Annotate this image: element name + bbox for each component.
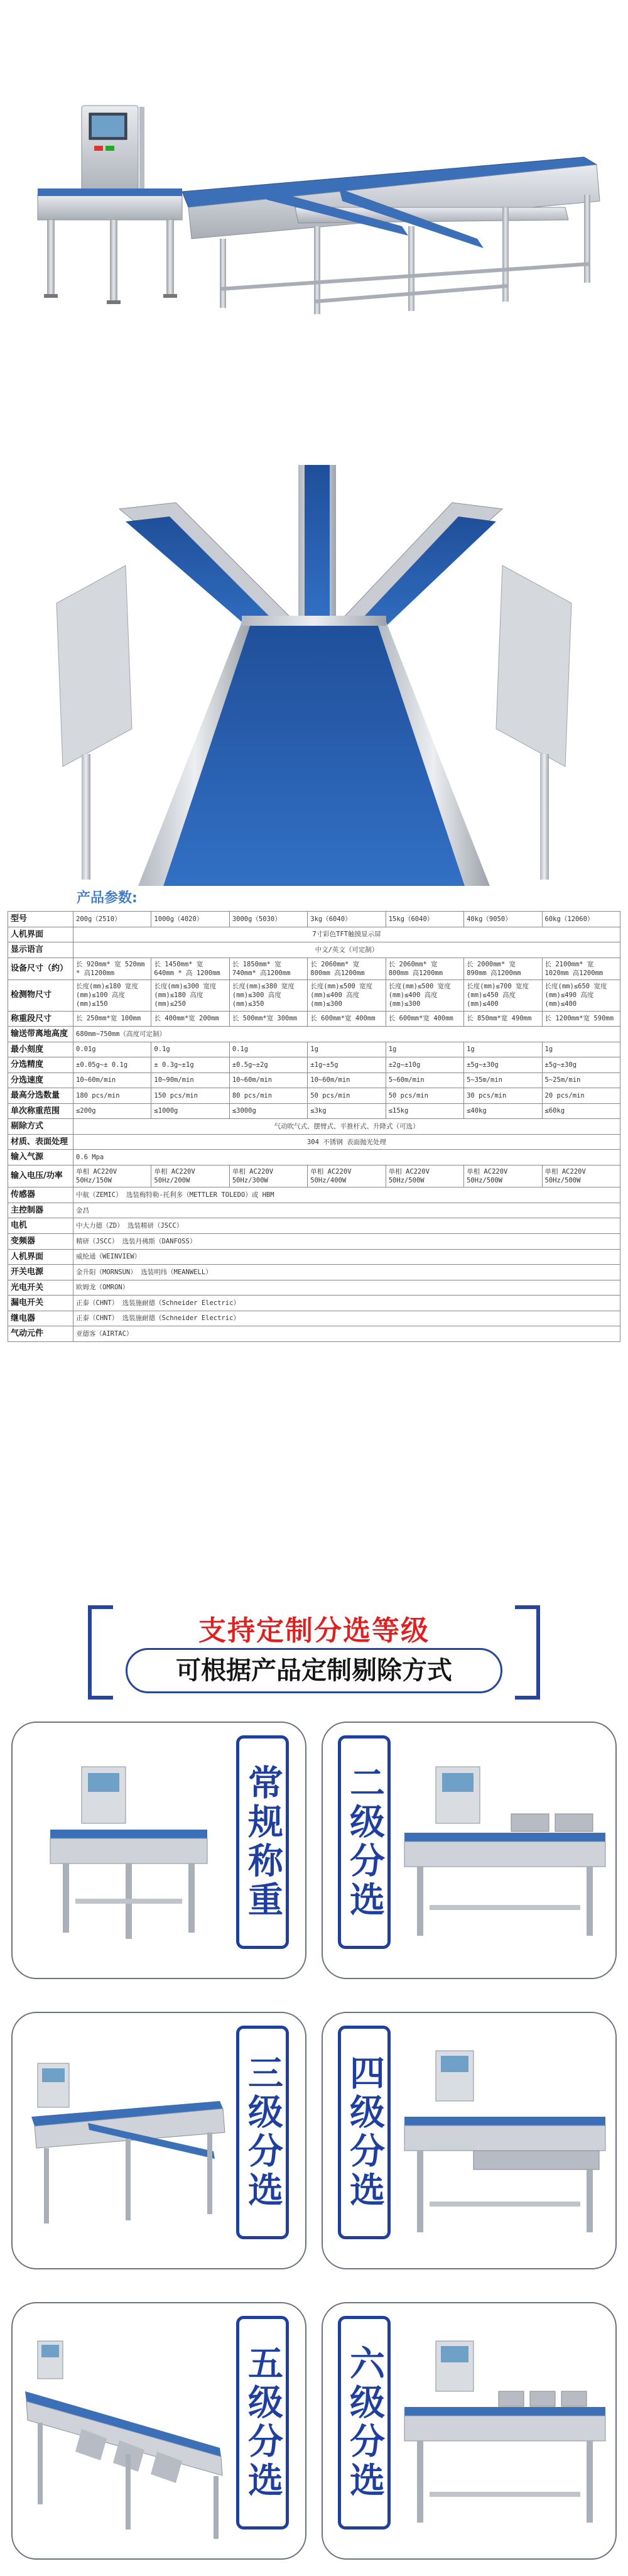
table-row: [8, 942, 620, 958]
model-cell: 60kg（12060）: [542, 912, 620, 927]
table-cell: 80 pcs/min: [229, 1088, 307, 1104]
table-cell: 精研（JSCC） 选装丹佛斯（DANFOSS）: [73, 1233, 620, 1249]
table-cell: 30 pcs/min: [464, 1088, 542, 1104]
row-header: 检测物尺寸: [8, 980, 73, 1011]
table-cell: 长 600mm*宽 400mm: [308, 1011, 386, 1027]
table-cell: 长度(mm)≤300 宽度(mm)≤180 高度(mm)≤250: [151, 980, 229, 1011]
table-row: [8, 1072, 620, 1088]
table-cell: ±1g~±5g: [308, 1057, 386, 1073]
table-row: [8, 1326, 620, 1342]
table-cell: 正泰（CHNT） 选装施耐德（Schneider Electric）: [73, 1311, 620, 1326]
table-cell: 长 2100mm* 宽 1020mm 高1200mm: [542, 958, 620, 980]
customization-banner: [0, 1599, 628, 1725]
table-cell: 中文/英文（可定制）: [73, 942, 620, 958]
table-cell: 亚德客（AIRTAC）: [73, 1326, 620, 1342]
row-header: 光电开关: [8, 1280, 73, 1296]
table-row: [8, 1057, 620, 1073]
option-card-three-level: [11, 2012, 306, 2269]
model-cell: 3kg（6040）: [308, 912, 386, 927]
row-header: 输送带离地高度: [8, 1027, 73, 1042]
table-cell: 金昌: [73, 1203, 620, 1218]
table-cell: 单相 AC220V 50Hz/500W: [386, 1165, 463, 1187]
table-cell: 7寸彩色TFT触摸显示屏: [73, 927, 620, 942]
table-cell: 150 pcs/min: [151, 1088, 229, 1104]
table-row: [8, 980, 620, 1011]
row-header: 气动元件: [8, 1326, 73, 1342]
table-cell: 长 2000mm* 宽 890mm 高1200mm: [464, 958, 542, 980]
table-row: [8, 1027, 620, 1042]
table-cell: 长 920mm* 宽 520mm * 高1200mm: [73, 958, 151, 980]
conveyor-closeup-image: [0, 465, 628, 886]
table-cell: 1g: [464, 1042, 542, 1057]
table-row: [8, 1296, 620, 1311]
sorting-options-grid: [0, 1722, 628, 2576]
row-header: 人机界面: [8, 927, 73, 942]
option-label: 六级分选: [344, 2345, 385, 2501]
option-tab: [338, 2316, 391, 2530]
option-label: 常规称重: [242, 1764, 283, 1920]
row-header: 分选速度: [8, 1072, 73, 1088]
table-cell: ≤3000g: [229, 1103, 307, 1119]
table-cell: ≤3kg: [308, 1103, 386, 1119]
table-cell: 长 250mm*宽 100mm: [73, 1011, 151, 1027]
table-cell: 10~60m/min: [308, 1072, 386, 1088]
conveyor-closeup-illustration: [0, 465, 628, 886]
table-row: [8, 1249, 620, 1265]
table-cell: 长度(mm)≤500 宽度(mm)≤400 高度(mm)≤300: [386, 980, 463, 1011]
option-tab: [236, 2026, 289, 2239]
option-card-standard-weighing: [11, 1722, 306, 1979]
row-header: 电机: [8, 1218, 73, 1234]
table-cell: 5~25m/min: [542, 1072, 620, 1088]
table-cell: ±2g~±10g: [386, 1057, 463, 1073]
table-row: [8, 1280, 620, 1296]
option-label: 三级分选: [242, 2055, 283, 2210]
table-cell: ≤200g: [73, 1103, 151, 1119]
row-header: 人机界面: [8, 1249, 73, 1265]
row-header: 主控制器: [8, 1203, 73, 1218]
table-cell: 304 不锈钢 表面抛光处理: [73, 1134, 620, 1150]
model-cell: 40kg（9050）: [464, 912, 542, 927]
row-header: 称重段尺寸: [8, 1011, 73, 1027]
row-header: 输入气源: [8, 1150, 73, 1165]
table-cell: 气动吹气式、摆臂式、平推杆式、升降式（可选）: [73, 1119, 620, 1135]
row-header: 设备尺寸（约）: [8, 958, 73, 980]
banner-subheadline: 可根据产品定制剔除方式: [126, 1648, 502, 1693]
table-row: [8, 1119, 620, 1135]
table-cell: ±0.5g~±2g: [229, 1057, 307, 1073]
table-cell: 欧姆龙（OMRON）: [73, 1280, 620, 1296]
hero-machine-image: [0, 0, 628, 327]
table-cell: 10~60m/min: [229, 1072, 307, 1088]
table-row: [8, 1233, 620, 1249]
option-label: 五级分选: [242, 2345, 283, 2501]
option-card-two-level: [322, 1722, 617, 1979]
table-cell: 单相 AC220V 50Hz/500W: [542, 1165, 620, 1187]
banner-headline: 支持定制分选等级: [198, 1615, 430, 1647]
table-cell: 长度(mm)≤180 宽度(mm)≤100 高度(mm)≤150: [73, 980, 151, 1011]
table-cell: 长 2060mm* 宽 800mm 高1200mm: [308, 958, 386, 980]
row-header: 变频器: [8, 1233, 73, 1249]
table-cell: ≤1000g: [151, 1103, 229, 1119]
table-cell: 长度(mm)≤700 宽度(mm)≤450 高度(mm)≤400: [464, 980, 542, 1011]
row-header: 材质、表面处理: [8, 1134, 73, 1150]
table-row: [8, 1150, 620, 1165]
row-header: 单次称重范围: [8, 1103, 73, 1119]
table-row: [8, 927, 620, 942]
table-cell: 5~35m/min: [464, 1072, 542, 1088]
table-cell: 中航（ZEMIC） 选装梅特勒-托利多（METTLER TOLEDO）或 HBM: [73, 1187, 620, 1203]
table-cell: 单相 AC220V 50Hz/500W: [464, 1165, 542, 1187]
table-cell: 长 600mm*宽 400mm: [386, 1011, 463, 1027]
table-cell: 20 pcs/min: [542, 1088, 620, 1104]
table-cell: 0.1g: [229, 1042, 307, 1057]
table-row: [8, 1103, 620, 1119]
table-cell: 正泰（CHNT） 选装施耐德（Schneider Electric）: [73, 1296, 620, 1311]
table-cell: 单相 AC220V 50Hz/400W: [308, 1165, 386, 1187]
row-header: 漏电开关: [8, 1296, 73, 1311]
table-cell: 长 2060mm* 宽 800mm 高1200mm: [386, 958, 463, 980]
spec-table: [8, 911, 620, 1342]
model-cell: 15kg（6040）: [386, 912, 463, 927]
table-cell: 中大力德（ZD） 选装精研（JSCC）: [73, 1218, 620, 1234]
row-header: 最高分选数量: [8, 1088, 73, 1104]
product-parameters-section: [0, 886, 628, 1552]
table-cell: 长度(mm)≤380 宽度(mm)≤300 高度(mm)≤350: [229, 980, 307, 1011]
option-card-four-level: [322, 2012, 617, 2269]
table-cell: ≤40kg: [464, 1103, 542, 1119]
table-row: [8, 1187, 620, 1203]
table-cell: ±5g~±30g: [464, 1057, 542, 1073]
table-cell: ±5g~±30g: [542, 1057, 620, 1073]
table-row: [8, 1011, 620, 1027]
row-header: 分选精度: [8, 1057, 73, 1073]
table-row: [8, 1265, 620, 1280]
row-header: 开关电源: [8, 1265, 73, 1280]
option-tab: [236, 1735, 289, 1949]
option-card-six-level: [322, 2302, 617, 2560]
params-title: 产品参数:: [77, 890, 138, 906]
row-header: 最小刻度: [8, 1042, 73, 1057]
table-cell: 180 pcs/min: [73, 1088, 151, 1104]
option-tab: [338, 1735, 391, 1949]
table-cell: 单相 AC220V 50Hz/200W: [151, 1165, 229, 1187]
table-row: [8, 958, 620, 980]
table-cell: 长度(mm)≤650 宽度(mm)≤490 高度(mm)≤400: [542, 980, 620, 1011]
table-cell: 长 1850mm* 宽 740mm* 高1200mm: [229, 958, 307, 980]
table-cell: 1g: [308, 1042, 386, 1057]
option-tab: [236, 2316, 289, 2530]
model-cell: 3000g（5030）: [229, 912, 307, 927]
table-cell: 威纶通（WEINVIEW）: [73, 1249, 620, 1265]
table-cell: ≤15kg: [386, 1103, 463, 1119]
table-cell: 单相 AC220V 50Hz/150W: [73, 1165, 151, 1187]
option-card-five-level: [11, 2302, 306, 2560]
table-cell: 680mm~750mm（高度可定制）: [73, 1027, 620, 1042]
model-cell: 200g（2510）: [73, 912, 151, 927]
table-cell: 0.01g: [73, 1042, 151, 1057]
table-row: [8, 1218, 620, 1234]
table-cell: 长 400mm*宽 200mm: [151, 1011, 229, 1027]
table-cell: 1g: [542, 1042, 620, 1057]
table-cell: 1g: [386, 1042, 463, 1057]
table-row: [8, 1165, 620, 1187]
row-header: 型号: [8, 912, 73, 927]
table-cell: 长 850mm*宽 490mm: [464, 1011, 542, 1027]
table-cell: 5~60m/min: [386, 1072, 463, 1088]
table-cell: 50 pcs/min: [386, 1088, 463, 1104]
table-cell: 单相 AC220V 50Hz/300W: [229, 1165, 307, 1187]
table-cell: ±0.05g~± 0.1g: [73, 1057, 151, 1073]
row-header: 输入电压/功率: [8, 1165, 73, 1187]
table-row: [8, 1203, 620, 1218]
table-cell: 长 1450mm* 宽 640mm * 高 1200mm: [151, 958, 229, 980]
sorter-machine-illustration: [0, 0, 628, 327]
table-cell: 长 1200mm*宽 590mm: [542, 1011, 620, 1027]
model-cell: 1000g（4020）: [151, 912, 229, 927]
table-cell: 金升阳（MORNSUN） 选装明纬（MEANWELL）: [73, 1265, 620, 1280]
table-cell: 0.1g: [151, 1042, 229, 1057]
option-label: 二级分选: [344, 1764, 385, 1920]
table-cell: ± 0.3g~±1g: [151, 1057, 229, 1073]
table-cell: 长 500mm*宽 300mm: [229, 1011, 307, 1027]
table-cell: 10~60m/min: [73, 1072, 151, 1088]
row-header: 继电器: [8, 1311, 73, 1326]
option-tab: [338, 2026, 391, 2239]
row-header: 剔除方式: [8, 1119, 73, 1135]
table-cell: ≤60kg: [542, 1103, 620, 1119]
table-row: [8, 1042, 620, 1057]
table-row: [8, 912, 620, 927]
row-header: 传感器: [8, 1187, 73, 1203]
table-cell: 50 pcs/min: [308, 1088, 386, 1104]
table-row: [8, 1134, 620, 1150]
table-cell: 长度(mm)≤500 宽度(mm)≤400 高度(mm)≤300: [308, 980, 386, 1011]
table-cell: 0.6 Mpa: [73, 1150, 620, 1165]
option-label: 四级分选: [344, 2055, 385, 2210]
table-row: [8, 1088, 620, 1104]
table-row: [8, 1311, 620, 1326]
row-header: 显示语言: [8, 942, 73, 958]
table-cell: 10~90m/min: [151, 1072, 229, 1088]
